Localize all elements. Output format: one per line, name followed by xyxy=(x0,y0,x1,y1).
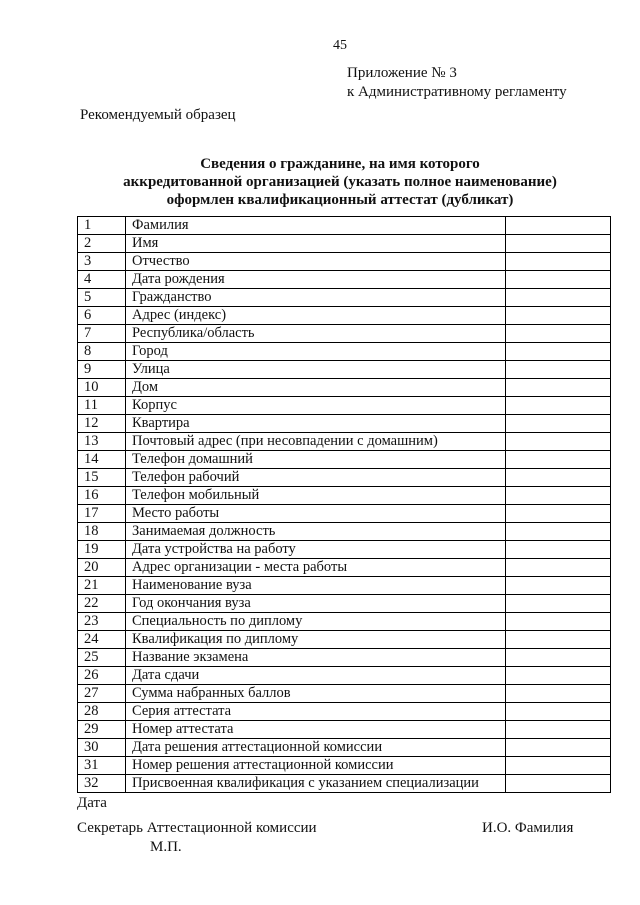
appendix-reference xyxy=(347,64,567,102)
table-row xyxy=(78,397,611,415)
row-value-cell xyxy=(506,505,611,523)
table-row xyxy=(78,451,611,469)
row-number: 5 xyxy=(78,289,126,307)
row-number: 8 xyxy=(78,343,126,361)
seal-label: М.П. xyxy=(150,839,182,855)
row-value-cell xyxy=(506,469,611,487)
document-title xyxy=(90,155,590,209)
row-number: 13 xyxy=(78,433,126,451)
row-number: 16 xyxy=(78,487,126,505)
table-row xyxy=(78,523,611,541)
table-row xyxy=(78,703,611,721)
table-row xyxy=(78,289,611,307)
row-number: 18 xyxy=(78,523,126,541)
appendix-line-2: к Административному регламенту xyxy=(347,84,567,100)
row-number: 12 xyxy=(78,415,126,433)
row-value-cell xyxy=(506,613,611,631)
table-row xyxy=(78,343,611,361)
row-number: 14 xyxy=(78,451,126,469)
table-row xyxy=(78,541,611,559)
row-value-cell xyxy=(506,757,611,775)
row-number: 26 xyxy=(78,667,126,685)
row-number: 15 xyxy=(78,469,126,487)
table-row xyxy=(78,613,611,631)
table-row xyxy=(78,667,611,685)
row-number: 19 xyxy=(78,541,126,559)
row-value-cell xyxy=(506,595,611,613)
table-row xyxy=(78,433,611,451)
row-number: 30 xyxy=(78,739,126,757)
row-value-cell xyxy=(506,541,611,559)
row-value-cell xyxy=(506,217,611,235)
table-row xyxy=(78,757,611,775)
row-number: 23 xyxy=(78,613,126,631)
table-row xyxy=(78,361,611,379)
sample-label: Рекомендуемый образец xyxy=(80,107,236,123)
name-placeholder: И.О. Фамилия xyxy=(482,820,574,836)
row-label: Дата решения аттестационной комиссии xyxy=(126,739,506,757)
row-value-cell xyxy=(506,703,611,721)
row-label: Корпус xyxy=(126,397,506,415)
row-number: 6 xyxy=(78,307,126,325)
row-label: Улица xyxy=(126,361,506,379)
row-value-cell xyxy=(506,523,611,541)
table-row xyxy=(78,307,611,325)
row-label: Номер аттестата xyxy=(126,721,506,739)
row-label: Дата устройства на работу xyxy=(126,541,506,559)
row-value-cell xyxy=(506,397,611,415)
appendix-line-1: Приложение № 3 xyxy=(347,65,457,81)
row-label: Сумма набранных баллов xyxy=(126,685,506,703)
row-label: Квалификация по диплому xyxy=(126,631,506,649)
table-row xyxy=(78,487,611,505)
row-label: Наименование вуза xyxy=(126,577,506,595)
table-row xyxy=(78,235,611,253)
row-label: Адрес организации - места работы xyxy=(126,559,506,577)
row-value-cell xyxy=(506,577,611,595)
row-number: 24 xyxy=(78,631,126,649)
row-number: 27 xyxy=(78,685,126,703)
row-value-cell xyxy=(506,379,611,397)
row-number: 31 xyxy=(78,757,126,775)
row-value-cell xyxy=(506,235,611,253)
row-label: Телефон домашний xyxy=(126,451,506,469)
row-label: Год окончания вуза xyxy=(126,595,506,613)
row-label: Телефон мобильный xyxy=(126,487,506,505)
row-label: Имя xyxy=(126,235,506,253)
row-label: Специальность по диплому xyxy=(126,613,506,631)
row-value-cell xyxy=(506,487,611,505)
row-label: Отчество xyxy=(126,253,506,271)
row-label: Дата рождения xyxy=(126,271,506,289)
row-label: Телефон рабочий xyxy=(126,469,506,487)
row-label: Присвоенная квалификация с указанием специализации xyxy=(126,775,506,793)
table-row xyxy=(78,415,611,433)
row-number: 29 xyxy=(78,721,126,739)
row-value-cell xyxy=(506,325,611,343)
row-value-cell xyxy=(506,451,611,469)
table-row xyxy=(78,721,611,739)
row-label: Серия аттестата xyxy=(126,703,506,721)
row-value-cell xyxy=(506,271,611,289)
table-row xyxy=(78,595,611,613)
row-number: 7 xyxy=(78,325,126,343)
row-value-cell xyxy=(506,361,611,379)
table-row xyxy=(78,271,611,289)
row-number: 25 xyxy=(78,649,126,667)
table-row xyxy=(78,379,611,397)
row-label: Дата сдачи xyxy=(126,667,506,685)
row-number: 17 xyxy=(78,505,126,523)
row-value-cell xyxy=(506,415,611,433)
table-row xyxy=(78,559,611,577)
row-number: 4 xyxy=(78,271,126,289)
row-value-cell xyxy=(506,631,611,649)
row-label: Место работы xyxy=(126,505,506,523)
row-value-cell xyxy=(506,649,611,667)
row-label: Квартира xyxy=(126,415,506,433)
row-value-cell xyxy=(506,721,611,739)
row-value-cell xyxy=(506,433,611,451)
table-row xyxy=(78,505,611,523)
row-number: 10 xyxy=(78,379,126,397)
row-number: 28 xyxy=(78,703,126,721)
secretary-signature-label: Секретарь Аттестационной комиссии xyxy=(77,820,317,836)
row-number: 32 xyxy=(78,775,126,793)
title-line-1: Сведения о гражданине, на имя которого xyxy=(200,156,480,172)
row-label: Дом xyxy=(126,379,506,397)
title-line-2: аккредитованной организацией (указать полное наименование) xyxy=(123,174,557,190)
table-row xyxy=(78,685,611,703)
page-number: 45 xyxy=(333,38,347,53)
table-row xyxy=(78,253,611,271)
row-value-cell xyxy=(506,343,611,361)
row-value-cell xyxy=(506,559,611,577)
table-row xyxy=(78,577,611,595)
row-value-cell xyxy=(506,307,611,325)
row-number: 11 xyxy=(78,397,126,415)
row-label: Республика/область xyxy=(126,325,506,343)
row-value-cell xyxy=(506,667,611,685)
row-label: Фамилия xyxy=(126,217,506,235)
row-value-cell xyxy=(506,739,611,757)
row-number: 3 xyxy=(78,253,126,271)
row-number: 9 xyxy=(78,361,126,379)
row-label: Занимаемая должность xyxy=(126,523,506,541)
table-row xyxy=(78,217,611,235)
row-number: 20 xyxy=(78,559,126,577)
row-number: 1 xyxy=(78,217,126,235)
row-label: Гражданство xyxy=(126,289,506,307)
table-row xyxy=(78,631,611,649)
date-label: Дата xyxy=(77,795,107,811)
row-value-cell xyxy=(506,775,611,793)
table-row xyxy=(78,739,611,757)
row-number: 2 xyxy=(78,235,126,253)
row-value-cell xyxy=(506,685,611,703)
row-value-cell xyxy=(506,253,611,271)
table-row xyxy=(78,325,611,343)
row-label: Адрес (индекс) xyxy=(126,307,506,325)
citizen-info-table xyxy=(77,216,611,793)
row-label: Почтовый адрес (при несовпадении с домашним) xyxy=(126,433,506,451)
table-row xyxy=(78,469,611,487)
row-number: 21 xyxy=(78,577,126,595)
row-number: 22 xyxy=(78,595,126,613)
row-label: Город xyxy=(126,343,506,361)
row-label: Название экзамена xyxy=(126,649,506,667)
row-label: Номер решения аттестационной комиссии xyxy=(126,757,506,775)
title-line-3: оформлен квалификационный аттестат (дубликат) xyxy=(166,192,514,208)
row-value-cell xyxy=(506,289,611,307)
table-row xyxy=(78,649,611,667)
table-row xyxy=(78,775,611,793)
